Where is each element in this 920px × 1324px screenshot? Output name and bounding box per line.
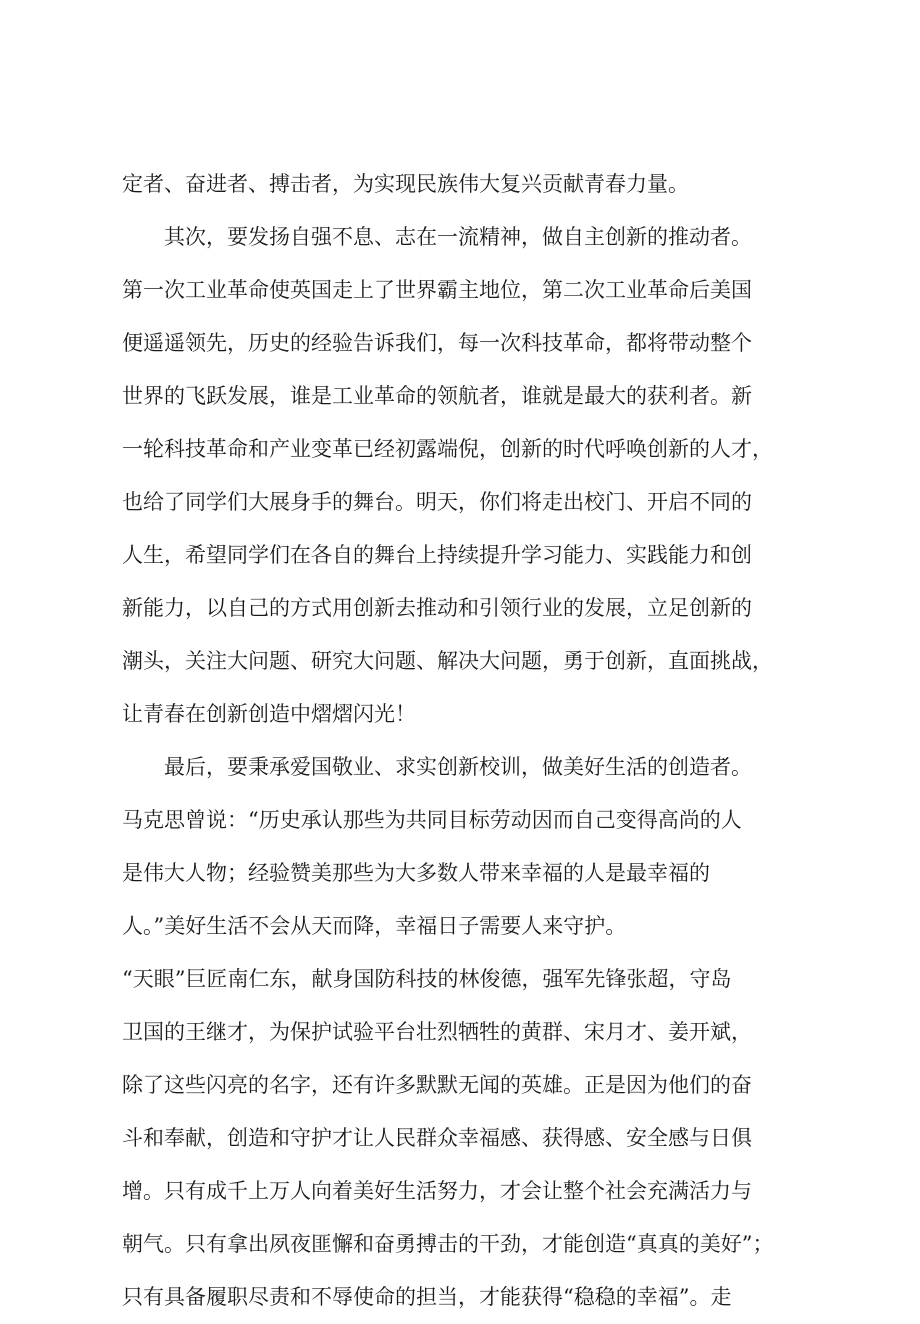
text-line: 新能力，以自己的方式用创新去推动和引领行业的发展，立足创新的 [122, 596, 752, 620]
paragraph-start-line: 其次，要发扬自强不息、志在一流精神，做自主创新的推动者。 [164, 225, 752, 249]
paragraph-start-line: 最后，要秉承爱国敬业、求实创新校训，做美好生活的创造者。 [164, 755, 752, 779]
text-line: 世界的飞跃发展，谁是工业革命的领航者，谁就是最大的获利者。新 [122, 384, 752, 408]
body-text [122, 158, 812, 1324]
text-line: 人生，希望同学们在各自的舞台上持续提升学习能力、实践能力和创 [122, 543, 752, 567]
text-line: 马克思曾说：“历史承认那些为共同目标劳动因而自己变得高尚的人 [122, 808, 742, 832]
text-line: 第一次工业革命使英国走上了世界霸主地位，第二次工业革命后美国 [122, 278, 752, 302]
text-line: 一轮科技革命和产业变革已经初露端倪，创新的时代呼唤创新的人才， [122, 437, 773, 461]
text-line: 定者、奋进者、搏击者，为实现民族伟大复兴贡献青春力量。 [122, 172, 689, 196]
text-line: “天眼”巨匠南仁东，献身国防科技的林俊德，强军先锋张超，守岛 [122, 967, 732, 991]
text-line: 增。只有成千上万人向着美好生活努力，才会让整个社会充满活力与 [122, 1179, 752, 1203]
text-line: 也给了同学们大展身手的舞台。明天，你们将走出校门、开启不同的 [122, 490, 752, 514]
text-line: 便遥遥领先，历史的经验告诉我们，每一次科技革命，都将带动整个 [122, 331, 752, 355]
text-line: 只有具备履职尽责和不辱使命的担当，才能获得“稳稳的幸福”。走 [122, 1285, 732, 1309]
text-line: 是伟大人物；经验赞美那些为大多数人带来幸福的人是最幸福的 [122, 861, 710, 885]
text-line: 卫国的王继才，为保护试验平台壮烈牺牲的黄群、宋月才、姜开斌， [122, 1020, 752, 1044]
text-line: 人。”美好生活不会从天而降，幸福日子需要人来守护。 [122, 914, 627, 938]
text-line: 除了这些闪亮的名字，还有许多默默无闻的英雄。正是因为他们的奋 [122, 1073, 752, 1097]
text-line: 朝气。只有拿出夙夜匪懈和奋勇搏击的干劲，才能创造“真真的美好”； [122, 1232, 774, 1256]
text-line: 潮头，关注大问题、研究大问题、解决大问题，勇于创新，直面挑战， [122, 649, 773, 673]
text-line: 让青春在创新创造中熠熠闪光！ [122, 702, 416, 726]
text-line: 斗和奉献，创造和守护才让人民群众幸福感、获得感、安全感与日俱 [122, 1126, 752, 1150]
